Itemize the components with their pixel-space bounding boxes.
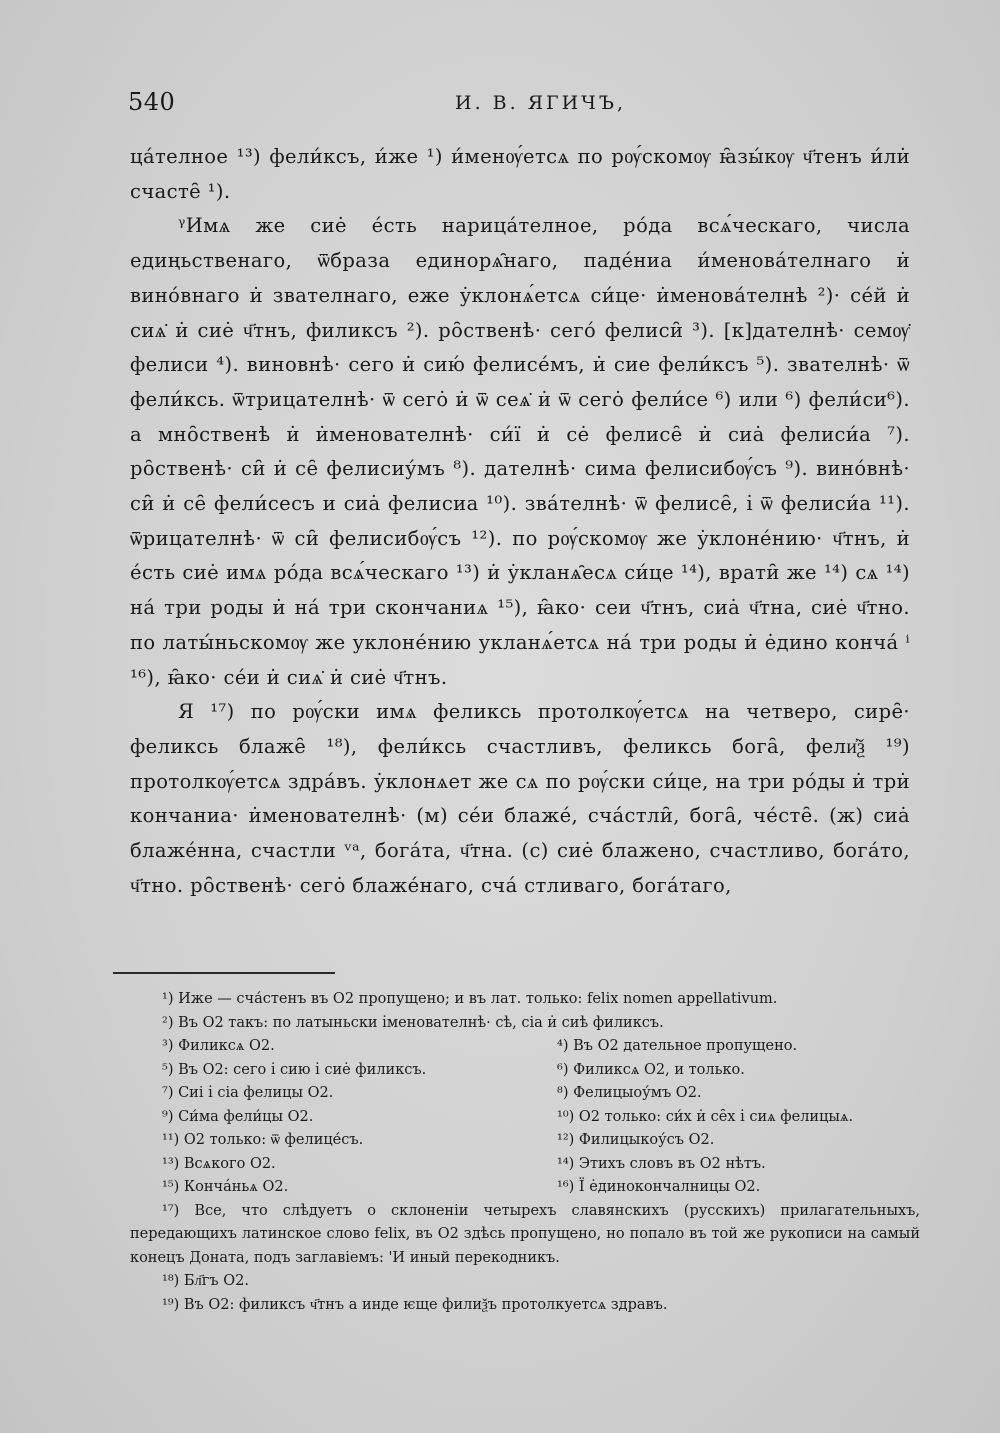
footnote-divider <box>113 972 335 974</box>
footnote-pair <box>130 1035 920 1059</box>
footnote: ¹⁷) Все, что слѣдуетъ о склоненіи четырехъ славянскихъ (русскихъ) прилагательныхъ, передающихъ латинское слово felix, въ О2 здѣсь пропущено, но попало въ той же рукописи на самый конецъ Доната, подъ заглавіемъ: 'И иный перекодникъ. <box>130 1202 920 1266</box>
footnote-pair <box>130 1082 920 1106</box>
footnote: ¹⁸) Бл҃гъ О2. <box>162 1273 249 1289</box>
footnote: ¹³) Всѧкого О2. <box>162 1155 276 1172</box>
footnote-pair <box>130 1106 920 1130</box>
page-number: 540 <box>128 88 176 116</box>
footnote-pair <box>130 1153 920 1177</box>
footnote: ⁸) Фелицыоу́мъ О2. <box>557 1085 702 1101</box>
footnote: ¹¹) О2 только: ѿ фелице́съ. <box>162 1132 364 1148</box>
paragraph-3: Я ¹⁷) по рѹ́ски имѧ феликсь протолкѹ́етсѧ на четверо, сире̑· феликсь блаже̑ ¹⁸), фели́ксь счастливъ, феликсь бога̑, фели҆ѯ ¹⁹) протолкѹ́етсѧ здра́въ. у̇клонѧет же сѧ по рѹ́ски си́це, на три ро́ды и̇ три̇ кончаниа· и̇менователнѣ· (м) се́и блаже́, счáстли̑, бога̑, че́сте̑. (ж) сиа̇ блаже́нна, счастли ᵛᵃ, бога́та, ч҃тна. (с) сие̇ блажено, счастливо, бога́то, ч҃тно. ро̑ственѣ· сего̇ блаже́наго, счá стливаго, бога́таго, <box>130 700 910 897</box>
footnote-pair <box>130 1176 920 1200</box>
footnote: ⁴) Въ О2 дательное пропущено. <box>557 1038 798 1054</box>
footnote: ⁶) Филиксѧ О2, и только. <box>557 1061 745 1078</box>
footnote: ¹⁶) Ї е̇динокончалницы О2. <box>557 1179 761 1195</box>
footnote: ¹²) Филицыкоу́съ О2. <box>557 1132 715 1148</box>
paragraph-2: ᵞИмѧ же сие̇ е́сть нарица́телное, ро́да всѧ́ческаго, числа едиңьственаго, ѿбраза единорѧ̑наго, паде́ниа и́менова́телнаго и̇ вино́внаго и̇ звателнаго, еже у̇клонѧ́етсѧ си́це· и̇менова́телнѣ ²)· се́й и̇ сиѧ̇ и̇ сие̇ ч҃тнъ, филиксъ ²). ро̑ственѣ· сего́ фелиси̑ ³). [к]дателнѣ· семѹ̇ фелиси ⁴). виновнѣ· сего и̇ сию́ фелисе́мъ, и̇ сие фели́ксъ ⁵). звателнѣ· ѿ фели́ксь. ѿтрицателнѣ· ѿ сего̇ и̇ ѿ сеѧ̇ и̇ ѿ сего̇ фели́се ⁶) или ⁶) фели́си⁶). а мно̑ственѣ и̇ и̇менователнѣ· си́ї и̇ се̇ фелисе̑ и̇ сиа̇ фелиси́а ⁷). ро̑ственѣ· си̑ и̇ се̑ фелисиу́мъ ⁸). дателнѣ· сима фелисибѹ́съ ⁹). вино́внѣ· си̑ и̇ се̑ фели́сесъ и сиа̇ фелисиа ¹⁰). звáтелнѣ· ѿ фелисе̑, і̇ ѿ фелиси́а ¹¹). ѿрицателнѣ· ѿ си̑ фелисибѹ́съ ¹²). по рѹ́скомѹ же у̇клоне́нию· ч҃тнъ, и̇ е́сть сие̇ имѧ ро́да всѧ́ческаго ¹³) и̇ у̇кланѧ̑есѧ си́це ¹⁴), врати̑ же ¹⁴) сѧ ¹⁴) на́ три роды и̇ на́ три скончаниѧ ¹⁵), ꙗ̑ко· сеи ч҃тнъ, сиа̇ ч҃тна, сие̇ ч҃тно. по латы́ньскомѹ же уклоне́нию укланѧ́етсѧ на́ три роды и̇ е̇дино кончá ⁱ ¹⁶), ꙗ̑ко· се́и и̇ сиѧ̇ и̇ сие̇ ч҃тнъ. <box>130 214 910 689</box>
paragraph-1: ца́телное ¹³) фели́ксъ, и́же ¹) и́менѹ́етсѧ по рѹ́скомѹ ꙗ̑зы́кѹ ч҃тенъ и́ли̇ счасте̑ ¹). <box>130 145 910 203</box>
page-header <box>0 88 1000 118</box>
footnote-pair <box>130 1129 920 1153</box>
footnote: ¹⁰) О2 только: си́х и̇ се̑х і̇ сиѧ фелицыѧ. <box>557 1108 854 1125</box>
footnote: ¹⁹) Въ О2: филиксъ ч҃тнъ а инде ѥще филиѯъ протолкуетсѧ здравъ. <box>162 1296 668 1313</box>
footnote: ³) Филиксѧ О2. <box>162 1038 275 1054</box>
footnote: ¹) Иже — сча́стенъ въ О2 пропущено; и въ лат. только: felix nomen appellativum. <box>162 991 778 1007</box>
footnote: ¹⁴) Этихъ словъ въ О2 нѣтъ. <box>557 1155 766 1172</box>
footnote: ²) Въ О2 такъ: по латыньски і̇менователнѣ· сѣ, сіа и̇ сиѣ филиксъ. <box>162 1014 664 1031</box>
footnote: ⁷) Сиі і̇ сіа фелицы О2. <box>162 1085 334 1101</box>
footnote: ¹⁵) Кончáньѧ О2. <box>162 1179 289 1195</box>
footnotes <box>130 988 920 1317</box>
footnote-pair <box>130 1059 920 1083</box>
main-text <box>130 140 910 903</box>
footnote: ⁵) Въ О2: сего і̇ сию і̇ сие̇ филиксъ. <box>162 1061 427 1078</box>
running-head: И. В. ЯГИЧЪ, <box>455 92 627 114</box>
footnote: ⁹) Си́ма фели́цы О2. <box>162 1108 314 1125</box>
